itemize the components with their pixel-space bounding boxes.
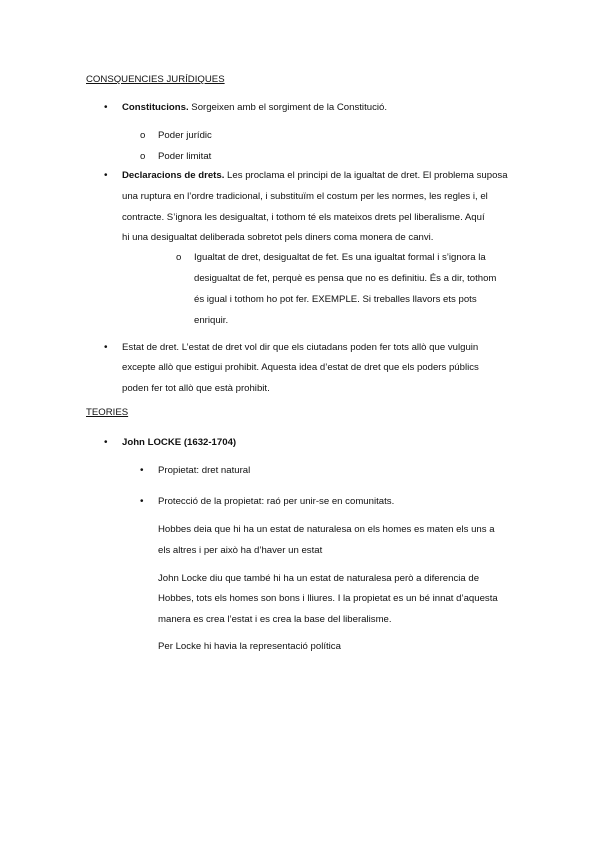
paragraph-line: Igualtat de dret, desigualtat de fet. Es una igualtat formal i s’ignora la xyxy=(194,252,486,263)
bullet-icon: • xyxy=(140,465,144,476)
list-item-john-locke: John LOCKE (1632-1704) xyxy=(122,437,237,448)
paragraph-line: contracte. S’ignora les desigualtat, i tothom té els mateixos drets pel liberalisme. Aquí xyxy=(122,212,485,223)
paragraph-line: Per Locke hi havia la representació política xyxy=(158,641,341,652)
paragraph-line: és igual i tothom ho pot fer. EXEMPLE. Si treballes llavors ets pots xyxy=(194,294,477,305)
paragraph-line: John Locke diu que també hi ha un estat de naturalesa però a diferencia de xyxy=(158,573,480,584)
paragraph-line: una ruptura en l’ordre tradicional, i substituïm el costum per les normes, les regles i, el xyxy=(122,191,488,202)
hollow-bullet-icon: o xyxy=(140,130,146,141)
sublist-item: Poder limitat xyxy=(158,151,212,162)
paragraph-line: poden fer tot allò que està prohibit. xyxy=(122,383,270,394)
item-term: Declaracions de drets. xyxy=(122,170,225,181)
paragraph-line: Hobbes, tots els homes son bons i lliures. I la propietat es un bé innat d’aquesta xyxy=(158,593,498,604)
paragraph-line: enriquir. xyxy=(194,315,229,326)
bullet-icon: • xyxy=(104,342,108,353)
section-heading-consequencies: CONSQUENCIES JURÍDIQUES xyxy=(86,74,225,85)
paragraph-line: hi una desigualtat deliberada sobretot pels diners coma monera de canvi. xyxy=(122,232,434,243)
list-item-constitucions xyxy=(122,102,387,114)
paragraph-line: Hobbes deia que hi ha un estat de naturalesa on els homes es maten els uns a xyxy=(158,524,495,535)
paragraph-line: manera es crea l’estat i es crea la base del liberalisme. xyxy=(158,614,392,625)
item-text: Les proclama el principi de la igualtat de dret. El problema suposa xyxy=(224,170,508,181)
paragraph-line: excepte allò que estigui prohibit. Aquesta idea d’estat de dret que els poders públics xyxy=(122,362,479,373)
bullet-icon: • xyxy=(104,437,108,448)
hollow-bullet-icon: o xyxy=(176,252,182,263)
paragraph-line: desigualtat de fet, perquè es pensa que no es definitiu. És a dir, tothom xyxy=(194,273,497,284)
list-item-estat-de-dret: Estat de dret. L’estat de dret vol dir que els ciutadans poden fer tots allò que vulguin xyxy=(122,342,479,353)
item-text: Sorgeixen amb el sorgiment de la Constitució. xyxy=(188,102,387,113)
item-term: Constitucions. xyxy=(122,102,189,113)
sublist-item: Poder jurídic xyxy=(158,130,212,141)
list-item-declaracions xyxy=(122,170,508,182)
hollow-bullet-icon: o xyxy=(140,151,146,162)
sublist-item: Propietat: dret natural xyxy=(158,465,251,476)
bullet-icon: • xyxy=(140,496,144,507)
section-heading-teories: TEORIES xyxy=(86,407,129,418)
bullet-icon: • xyxy=(104,170,108,181)
paragraph-line: els altres i per això ha d’haver un estat xyxy=(158,545,323,556)
sublist-item: Protecció de la propietat: raó per unir-se en comunitats. xyxy=(158,496,395,507)
bullet-icon: • xyxy=(104,102,108,113)
